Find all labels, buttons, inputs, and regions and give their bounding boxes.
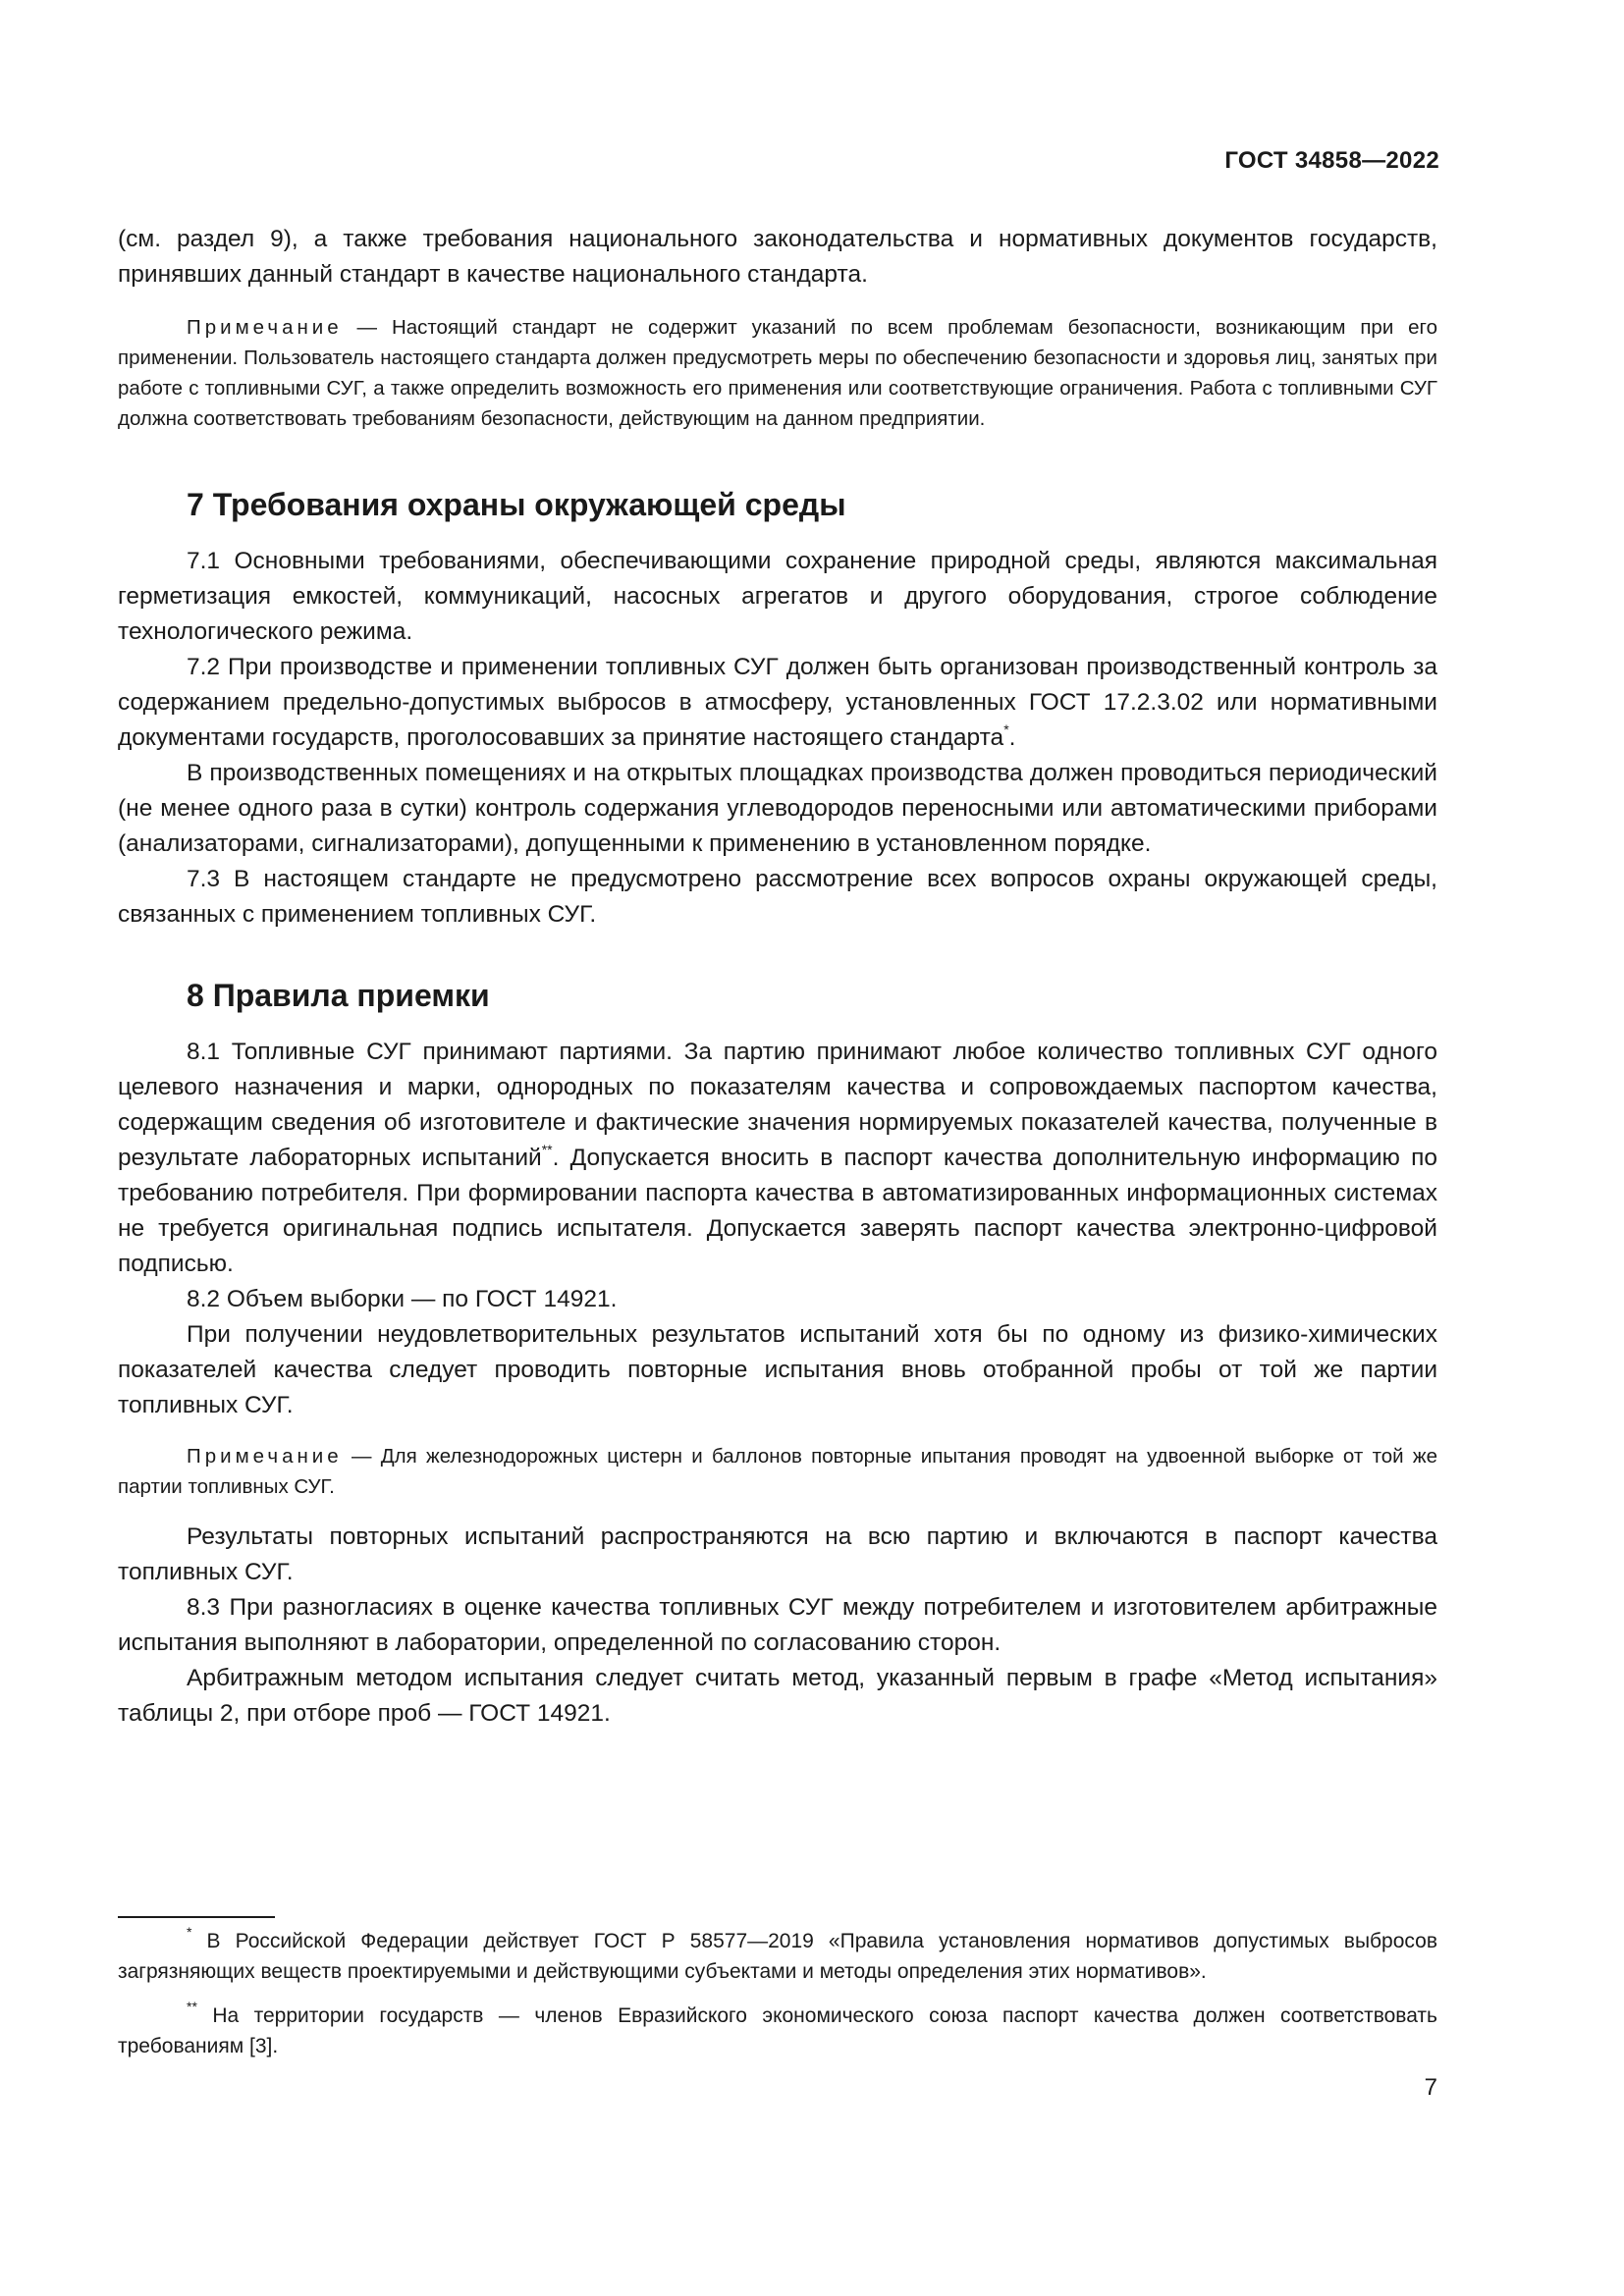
paragraph-8-1 [118, 1035, 1437, 1282]
note-safety [118, 312, 1437, 434]
paragraph-7-2-cont: В производственных помещениях и на открытых площадках производства должен проводиться периодический (не менее одного раза в сутки) контроль содержания углеводородов переносными или автоматическими приборами (анализаторами, сигнализаторами), допущенными к применению в установленном порядке. [118, 760, 1437, 857]
note-text: Для железнодорожных цистерн и баллонов повторные ипытания проводят на удвоенной выборке от той же партии топливных СУГ. [118, 1445, 1437, 1498]
page-content [118, 222, 1437, 1732]
page-number: 7 [1424, 2074, 1437, 2101]
intro-paragraph: (см. раздел 9), а также требования национального законодательства и нормативных документов государств, принявших данный стандарт в качестве национального стандарта. [118, 226, 1437, 288]
footnote-separator [118, 1916, 275, 1918]
note-dash: — [342, 316, 392, 339]
paragraph-7-2 [118, 650, 1437, 756]
note-dash: — [342, 1445, 381, 1468]
note-repeat-tests [118, 1441, 1437, 1502]
paragraph-8-2: 8.2 Объем выборки — по ГОСТ 14921. [187, 1286, 618, 1312]
footnotes [118, 1926, 1437, 2061]
note-text: Настоящий стандарт не содержит указаний по всем проблемам безопасности, возникающим при его применении. Пользователь настоящего стандарта должен предусмотреть меры по обеспечению безопасности и здоровья лиц, занятых при работе с топливными СУГ, а также определить возможность его применения или соответствующие ограничения. Работа с топливными СУГ должна соответствовать требованиям безопасности, действующим на данном предприятии. [118, 316, 1437, 430]
section-8-title: 8 Правила приемки [187, 978, 490, 1013]
footnote-1 [118, 1926, 1437, 1987]
footnote-2 [118, 2001, 1437, 2061]
document-header: ГОСТ 34858—2022 [1224, 147, 1439, 174]
paragraph-8-1-text: 8.1 Топливные СУГ принимают партиями. За партию принимают любое количество топливных СУГ одного целевого назначения и марки, однородных по показателям качества и сопровождаемых паспортом качества, содержащим сведения об изготовителе и фактические значения нормируемых показателей качества, полученные в результате лабораторных испытаний [118, 1039, 1437, 1171]
footnote-1-text: В Российской Федерации действует ГОСТ Р 58577—2019 «Правила установления нормативов допустимых выбросов загрязняющих веществ проектируемыми и действующими субъектами и методы определения этих нормативов». [118, 1930, 1437, 1983]
footnote-2-mark: ** [187, 1999, 197, 2014]
paragraph-7-2-text: 7.2 При производстве и применении топливных СУГ должен быть организован производственный контроль за содержанием предельно-допустимых выбросов в атмосферу, установленных ГОСТ 17.2.3.02 или нормативными документами государств, проголосовавших за принятие настоящего стандарта [118, 654, 1437, 751]
paragraph-8-2-cont: При получении неудовлетворительных результатов испытаний хотя бы по одному из физико-химических показателей качества следует проводить повторные испытания вновь отобранной пробы от той же партии топливных СУГ. [118, 1321, 1437, 1418]
paragraph-8-3-cont: Арбитражным методом испытания следует считать метод, указанный первым в графе «Метод испытания» таблицы 2, при отборе проб — ГОСТ 14921. [118, 1665, 1437, 1727]
footnote-ref-2: ** [541, 1142, 553, 1157]
section-7-title: 7 Требования охраны окружающей среды [187, 487, 846, 522]
paragraph-8-3: 8.3 При разногласиях в оценке качества топливных СУГ между потребителем и изготовителем арбитражные испытания выполняют в лаборатории, определенной по согласованию сторон. [118, 1594, 1437, 1656]
footnote-2-text: На территории государств — членов Евразийского экономического союза паспорт качества должен соответствовать требованиям [3]. [118, 2004, 1437, 2057]
paragraph-7-2-end: . [1008, 724, 1016, 751]
paragraph-7-3: 7.3 В настоящем стандарте не предусмотрено рассмотрение всех вопросов охраны окружающей среды, связанных с применением топливных СУГ. [118, 866, 1437, 928]
paragraph-8-2-results: Результаты повторных испытаний распространяются на всю партию и включаются в паспорт качества топливных СУГ. [118, 1523, 1437, 1585]
footnote-1-mark: * [187, 1924, 192, 1940]
note-label: Примечание [187, 316, 343, 339]
paragraph-7-1: 7.1 Основными требованиями, обеспечивающими сохранение природной среды, являются максимальная герметизация емкостей, коммуникаций, насосных агрегатов и другого оборудования, строгое соблюдение технологического режима. [118, 548, 1437, 645]
note-label: Примечание [187, 1445, 343, 1468]
footnote-ref-1: * [1003, 721, 1009, 737]
paragraph-8-1-cont: . Допускается вносить в паспорт качества дополнительную информацию по требованию потребителя. При формировании паспорта качества в автоматизированных информационных системах не требуется оригинальная подпись испытателя. Допускается заверять паспорт качества электронно-цифровой подписью. [118, 1145, 1437, 1277]
